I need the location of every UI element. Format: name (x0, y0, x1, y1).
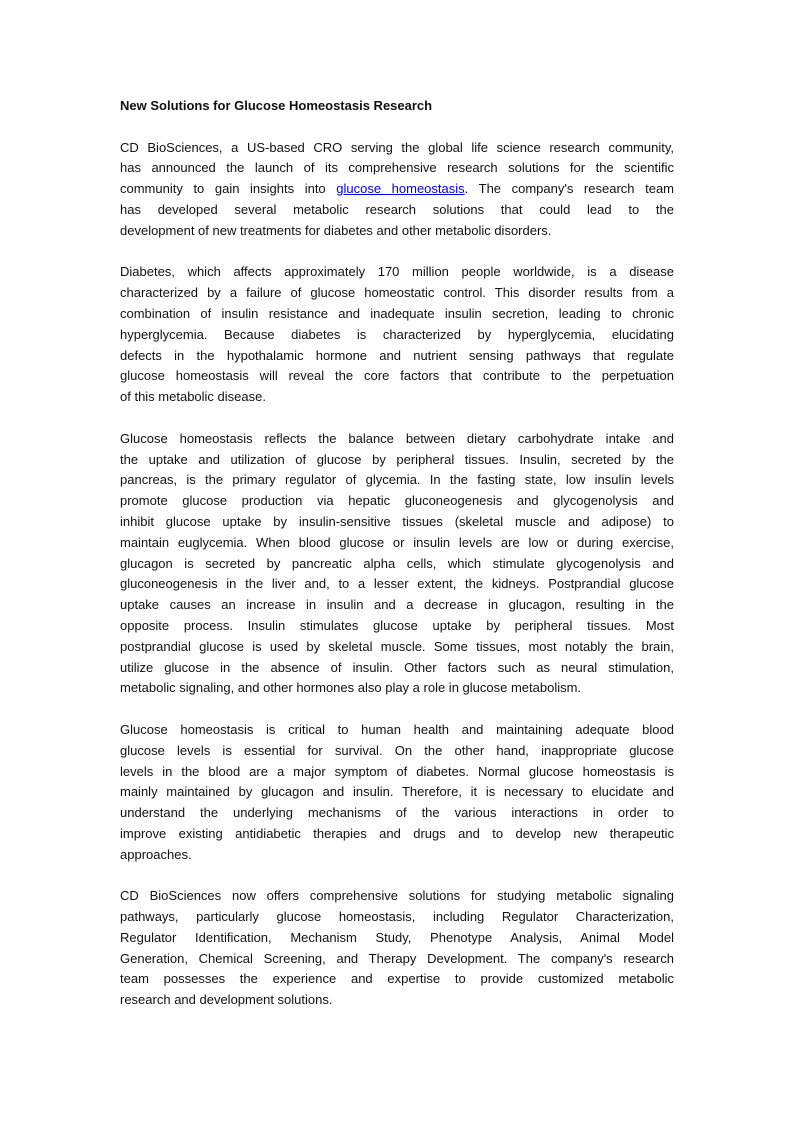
text-line (120, 554, 674, 575)
text-segment: . The company's research team (464, 181, 675, 197)
text-segment: CD BioSciences now offers comprehensive solutions for studying metabolic signaling (120, 888, 674, 904)
paragraph (120, 720, 674, 866)
text-line (120, 616, 674, 637)
text-line (120, 283, 674, 304)
text-line (120, 824, 674, 845)
text-line (120, 969, 674, 990)
text-line (120, 990, 674, 1011)
text-line (120, 346, 674, 367)
text-segment: Regulator Identification, Mechanism Study, Phenotype Analysis, Animal Model (120, 929, 674, 945)
text-segment: research and development solutions. (120, 992, 333, 1008)
text-segment: metabolic signaling, and other hormones also play a role in glucose metabolism. (120, 680, 582, 696)
text-segment: maintain euglycemia. When blood glucose or insulin levels are low or during exercise, (120, 534, 674, 550)
text-segment: has developed several metabolic research solutions that could lead to the (120, 201, 674, 217)
text-line (120, 658, 674, 679)
text-segment: postprandial glucose is used by skeletal muscle. Some tissues, most notably the brain, (120, 638, 674, 654)
text-line (120, 512, 674, 533)
text-line (120, 221, 674, 242)
text-segment: characterized by a failure of glucose homeostatic control. This disorder results from a (120, 285, 674, 301)
text-line (120, 720, 674, 741)
text-segment: uptake causes an increase in insulin and a decrease in glucagon, resulting in the (120, 597, 674, 613)
text-segment: Glucose homeostasis is critical to human health and maintaining adequate blood (120, 721, 674, 737)
text-segment: team possesses the experience and expertise to provide customized metabolic (120, 971, 674, 987)
text-line (120, 886, 674, 907)
text-segment: levels in the blood are a major symptom of diabetes. Normal glucose homeostasis is (120, 763, 674, 779)
text-line (120, 429, 674, 450)
text-line (120, 845, 674, 866)
text-line (120, 762, 674, 783)
paragraph (120, 138, 674, 242)
text-segment: understand the underlying mechanisms of the various interactions in order to (120, 805, 674, 821)
text-segment: pancreas, is the primary regulator of glycemia. In the fasting state, low insulin levels (120, 472, 674, 488)
text-segment: of this metabolic disease. (120, 389, 266, 405)
text-segment: CD BioSciences, a US-based CRO serving the global life science research community, (120, 139, 674, 155)
text-segment: has announced the launch of its comprehensive research solutions for the scientific (120, 160, 674, 176)
text-line (120, 366, 674, 387)
text-segment: combination of insulin resistance and inadequate insulin secretion, leading to chronic (120, 305, 674, 321)
paragraph (120, 886, 674, 1011)
text-segment: approaches. (120, 846, 192, 862)
text-segment: glucose homeostasis will reveal the core factors that contribute to the perpetuation (120, 368, 674, 384)
text-line (120, 574, 674, 595)
text-line (120, 907, 674, 928)
text-segment: promote glucose production via hepatic gluconeogenesis and glycogenolysis and (120, 493, 674, 509)
text-line (120, 782, 674, 803)
text-line (120, 741, 674, 762)
text-segment: hyperglycemia. Because diabetes is characterized by hyperglycemia, elucidating (120, 326, 674, 342)
text-line (120, 304, 674, 325)
text-segment: Glucose homeostasis reflects the balance between dietary carbohydrate intake and (120, 430, 674, 446)
text-line (120, 803, 674, 824)
text-line (120, 450, 674, 471)
text-segment: glucose levels is essential for survival. On the other hand, inappropriate glucose (120, 742, 674, 758)
document-title: New Solutions for Glucose Homeostasis Research (120, 98, 433, 113)
glucose-homeostasis-link[interactable]: glucose homeostasis (336, 181, 465, 197)
text-segment: gluconeogenesis in the liver and, to a lesser extent, the kidneys. Postprandial glucose (120, 576, 674, 592)
text-line (120, 491, 674, 512)
text-line (120, 325, 674, 346)
text-segment: Generation, Chemical Screening, and Therapy Development. The company's research (120, 950, 674, 966)
text-segment: inhibit glucose uptake by insulin-sensitive tissues (skeletal muscle and adipose) to (120, 513, 674, 529)
text-line (120, 262, 674, 283)
text-line (120, 470, 674, 491)
paragraph (120, 262, 674, 408)
paragraphs (120, 138, 674, 1011)
text-segment: mainly maintained by glucagon and insulin. Therefore, it is necessary to elucidate and (120, 784, 674, 800)
text-segment: utilize glucose in the absence of insulin. Other factors such as neural stimulation, (120, 659, 674, 675)
text-line (120, 179, 674, 200)
document-title-block (120, 96, 674, 117)
text-line (120, 637, 674, 658)
text-segment: opposite process. Insulin stimulates glucose uptake by peripheral tissues. Most (120, 617, 674, 633)
text-segment: pathways, particularly glucose homeostasis, including Regulator Characterization, (120, 909, 674, 925)
text-line (120, 158, 674, 179)
text-line (120, 533, 674, 554)
text-line (120, 387, 674, 408)
text-segment: defects in the hypothalamic hormone and nutrient sensing pathways that regulate (120, 347, 674, 363)
text-segment: community to gain insights into (120, 181, 337, 197)
text-line (120, 138, 674, 159)
text-segment: glucagon is secreted by pancreatic alpha cells, which stimulate glycogenolysis and (120, 555, 674, 571)
text-segment: Diabetes, which affects approximately 170 million people worldwide, is a disease (120, 264, 674, 280)
text-segment: development of new treatments for diabetes and other metabolic disorders. (120, 222, 552, 238)
text-line (120, 928, 674, 949)
text-segment: improve existing antidiabetic therapies and drugs and to develop new therapeutic (120, 825, 674, 841)
document-body (120, 96, 674, 1032)
text-line (120, 678, 674, 699)
text-segment: the uptake and utilization of glucose by peripheral tissues. Insulin, secreted by the (120, 451, 674, 467)
text-line (120, 949, 674, 970)
text-line (120, 595, 674, 616)
paragraph (120, 429, 674, 699)
text-line (120, 200, 674, 221)
